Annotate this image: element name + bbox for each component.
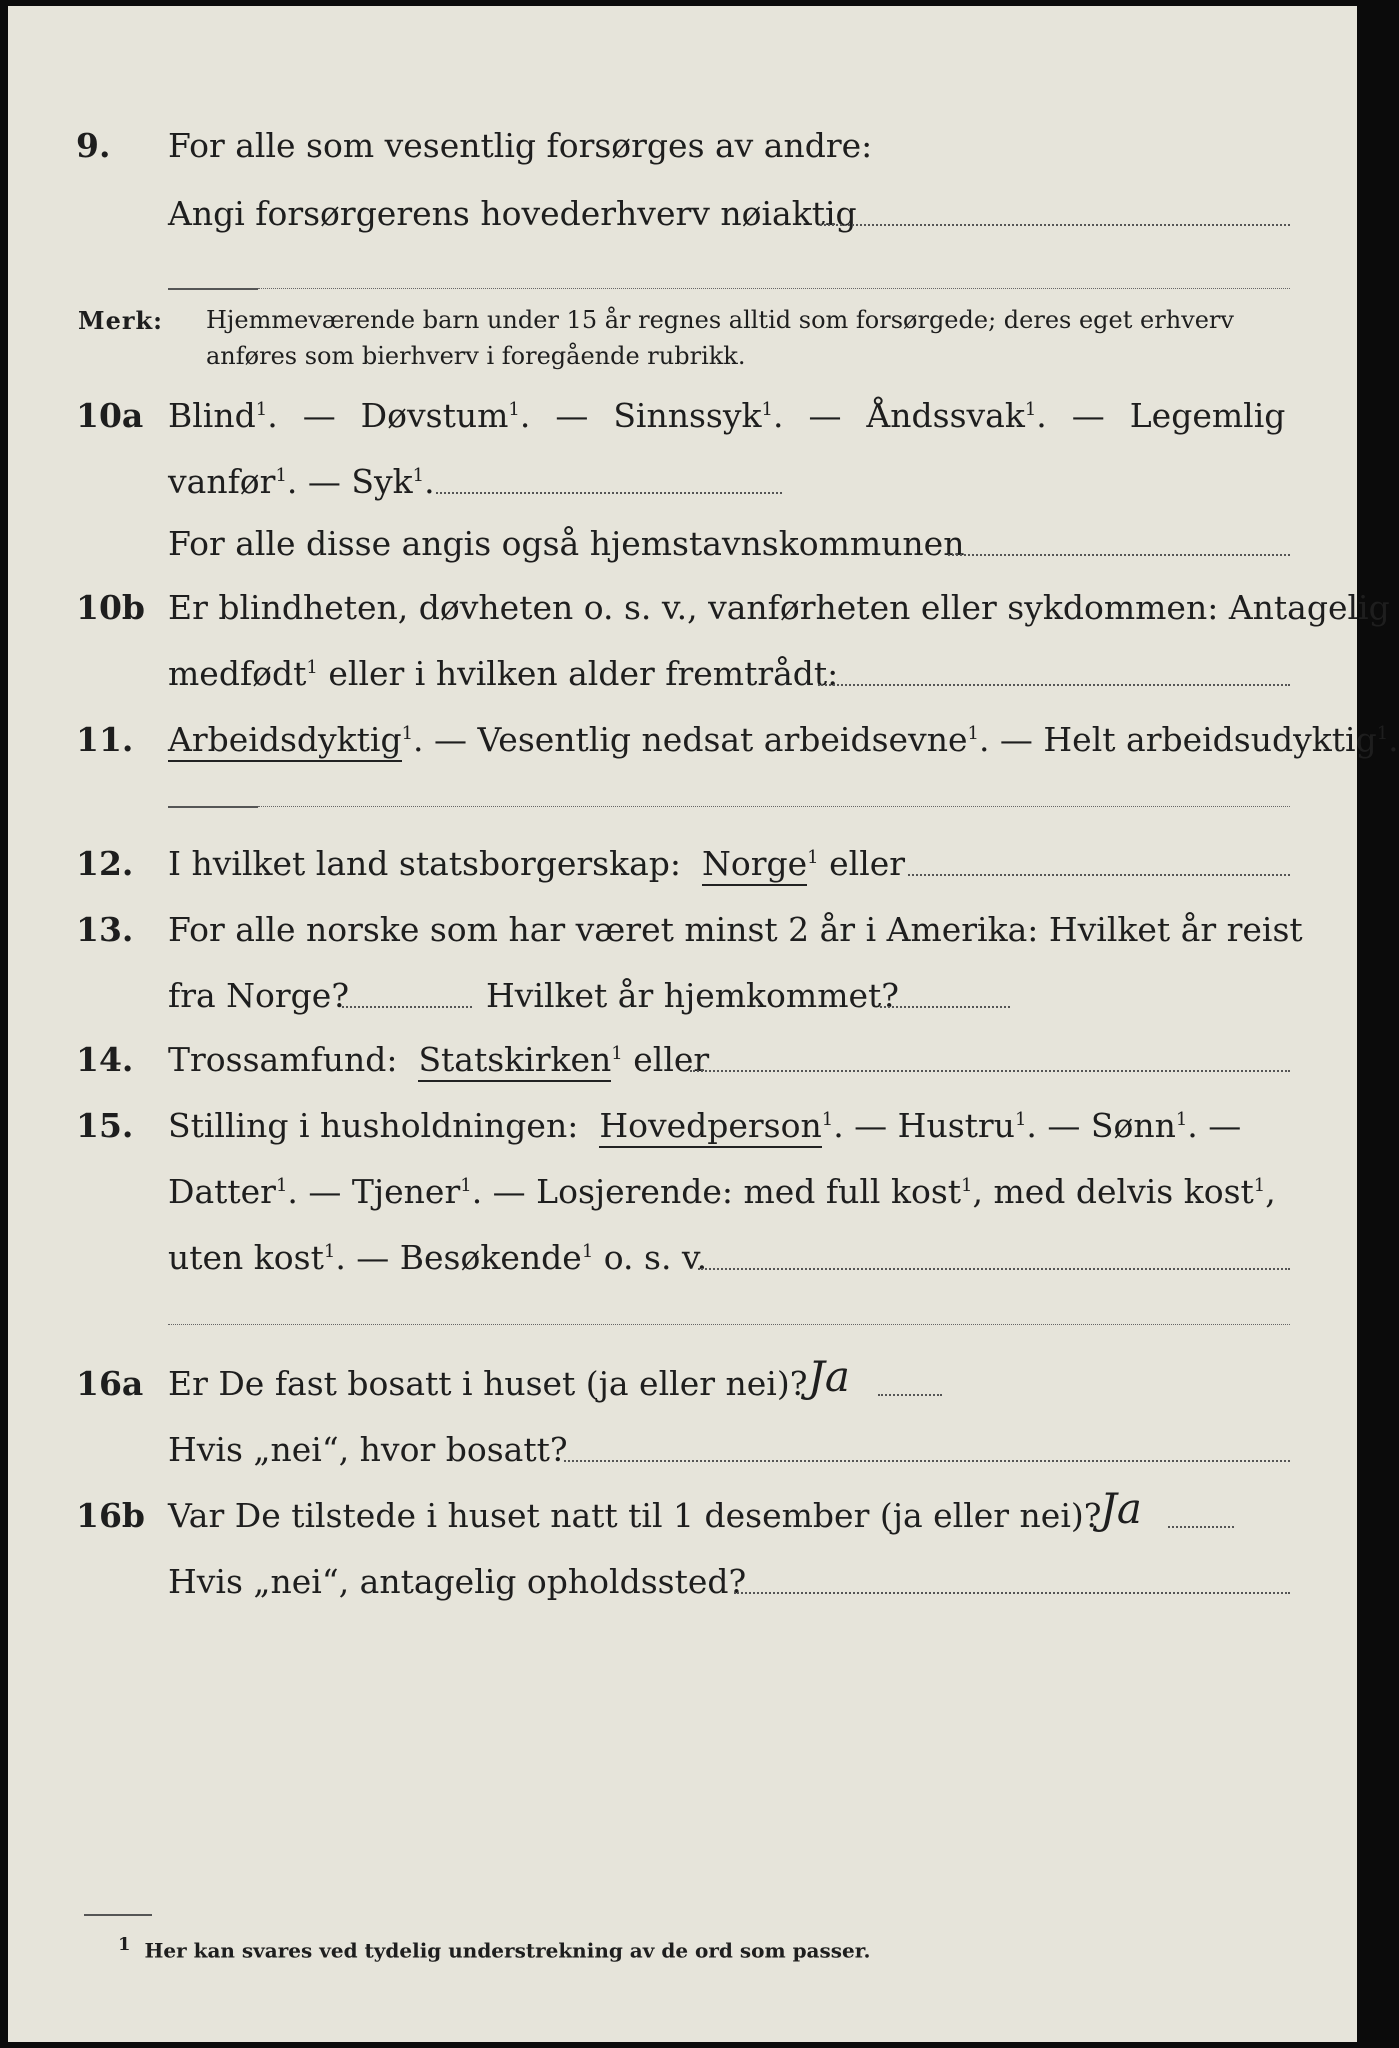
q9-line1: For alle som vesentlig forsørges av andre:: [168, 126, 873, 165]
q12-eller: eller: [829, 844, 906, 883]
q14-answer-field[interactable]: [690, 1070, 1290, 1072]
footnote-mark: 1: [1014, 1109, 1027, 1130]
q15-line2: [168, 1172, 1276, 1211]
q10b-line1: Er blindheten, døvheten o. s. v., vanførheten eller sykdommen: Antagelig: [168, 588, 1390, 627]
option-tjener: . — Tjener: [287, 1172, 461, 1211]
q15-line1: [168, 1106, 1241, 1145]
merk-line2: anføres som bierhverv i foregående rubrikk.: [206, 342, 746, 370]
merk-label: Merk:: [78, 306, 163, 335]
reist-year-field[interactable]: [342, 1006, 472, 1008]
footnote-mark: 1: [611, 1043, 623, 1064]
option-hustru: . — Hustru: [833, 1106, 1015, 1145]
footnote-mark: 1: [761, 399, 773, 420]
opholdssted-field[interactable]: [734, 1592, 1290, 1594]
q16a-line1: Er De fast bosatt i huset (ja eller nei)?: [168, 1364, 808, 1403]
q16b-number: 16b: [76, 1496, 145, 1535]
q13-fra-norge: fra Norge?: [168, 976, 350, 1015]
merk-line1: Hjemmeværende barn under 15 år regnes alltid som forsørgede; deres eget erhverv: [206, 306, 1234, 334]
option-delvis-kost: , med delvis kost: [972, 1172, 1254, 1211]
punctuation: .: [286, 462, 298, 501]
punctuation: .: [1388, 720, 1399, 759]
divider: [168, 806, 258, 808]
divider: [258, 288, 1290, 289]
option-helt: . — Helt arbeidsudyktig: [978, 720, 1377, 759]
q13-hjemkommet: Hvilket år hjemkommet?: [486, 976, 899, 1015]
punctuation: .: [772, 396, 784, 435]
footnote: [118, 1934, 870, 1963]
footnote-mark: 1: [961, 1175, 973, 1196]
q10a-line2: [168, 462, 435, 501]
option-andssvak: Åndssvak: [866, 396, 1025, 435]
option-norge: Norge: [702, 844, 807, 886]
footnote-mark: 1: [581, 1241, 594, 1262]
q15-line3: [168, 1238, 707, 1277]
option-vanfor: vanfør: [168, 462, 276, 501]
option-arbeidsdyktig: Arbeidsdyktig: [168, 720, 402, 762]
option-syk: Syk: [351, 462, 413, 501]
footnote-mark: 1: [821, 1109, 834, 1130]
footnote-mark: 1: [1376, 723, 1389, 744]
separator: —: [1071, 396, 1105, 435]
separator: . —: [1187, 1106, 1242, 1145]
q13-line1: For alle norske som har været minst 2 år i Amerika: Hvilket år reist: [168, 910, 1303, 949]
separator: —: [302, 396, 336, 435]
q9-answer-field[interactable]: [820, 224, 1290, 226]
q10b-line2: [168, 654, 838, 693]
footnote-mark: 1: [1175, 1109, 1188, 1130]
q15-osv: o. s. v.: [593, 1238, 708, 1277]
footnote-mark: 1: [275, 1175, 288, 1196]
q10a-answer-field[interactable]: [436, 492, 782, 494]
option-sonn: . — Sønn: [1026, 1106, 1176, 1145]
punctuation: .: [267, 396, 278, 435]
separator: —: [808, 396, 842, 435]
q16b-line1: Var De tilstede i huset natt til 1 desember (ja eller nei)?: [168, 1496, 1102, 1535]
footnote-mark: 1: [401, 723, 414, 744]
separator: —: [307, 462, 341, 501]
option-uten-kost: uten kost: [168, 1238, 324, 1277]
q15-text: Stilling i husholdningen:: [168, 1106, 579, 1145]
footnote-mark: 1: [807, 847, 819, 868]
option-statskirken: Statskirken: [418, 1040, 611, 1082]
q10a-line3: For alle disse angis også hjemstavnskommunen: [168, 524, 965, 563]
q15-number: 15.: [76, 1106, 134, 1145]
q16b-line2: Hvis „nei“, antagelig opholdssted?: [168, 1562, 747, 1601]
footnote-mark: 1: [1253, 1175, 1266, 1196]
footnote-mark: 1: [460, 1175, 472, 1196]
option-full-kost: . — Losjerende: med full kost: [471, 1172, 962, 1211]
option-datter: Datter: [168, 1172, 276, 1211]
q16a-line2: Hvis „nei“, hvor bosatt?: [168, 1430, 568, 1469]
footnote-mark: 1: [275, 465, 287, 486]
divider: [168, 1324, 1290, 1325]
punctuation: .: [424, 462, 435, 501]
footnote-mark: 1: [323, 1241, 336, 1262]
q10b-number: 10b: [76, 588, 145, 627]
q15-answer-field[interactable]: [698, 1268, 1290, 1270]
option-vesentlig: . — Vesentlig nedsat arbeidsevne: [413, 720, 968, 759]
footnote-mark: 1: [508, 399, 520, 420]
divider: [258, 806, 1290, 807]
footnote-mark: 1: [118, 1934, 131, 1955]
option-blind: Blind: [168, 396, 256, 435]
q14-eller: eller: [633, 1040, 710, 1079]
q16a-number: 16a: [76, 1364, 144, 1403]
q10a-number: 10a: [76, 396, 144, 435]
q14-number: 14.: [76, 1040, 134, 1079]
q10b-rest: eller i hvilken alder fremtrådt:: [328, 654, 839, 693]
hjemkommet-year-field[interactable]: [880, 1006, 1010, 1008]
option-hovedperson: Hovedperson: [599, 1106, 821, 1148]
q14-line: [168, 1040, 709, 1079]
q10b-answer-field[interactable]: [818, 684, 1290, 686]
footnote-mark: 1: [967, 723, 979, 744]
q14-text: Trossamfund:: [168, 1040, 398, 1079]
footnote-mark: 1: [255, 399, 268, 420]
q11-number: 11.: [76, 720, 134, 759]
option-sinnssyk: Sinnssyk: [613, 396, 762, 435]
q12-line: [168, 844, 905, 883]
divider: [168, 288, 258, 290]
footnote-rule: [84, 1914, 152, 1916]
punctuation: .: [1036, 396, 1047, 435]
q13-number: 13.: [76, 910, 134, 949]
q12-text: I hvilket land statsborgerskap:: [168, 844, 682, 883]
footnote-mark: 1: [1024, 399, 1037, 420]
footnote-mark: 1: [412, 465, 425, 486]
footnote-mark: 1: [306, 657, 318, 678]
q16a-answer-field[interactable]: [878, 1394, 942, 1396]
q16b-answer: Ja: [1100, 1484, 1142, 1533]
separator: —: [555, 396, 589, 435]
punctuation: ,: [1265, 1172, 1276, 1211]
footnote-text: Her kan svares ved tydelig understrekning av de ord som passer.: [144, 1938, 871, 1963]
merk-note: [206, 302, 1306, 374]
punctuation: .: [519, 396, 531, 435]
option-dovstum: Døvstum: [360, 396, 509, 435]
q16a-answer: Ja: [808, 1352, 850, 1401]
option-medfodt: medfødt: [168, 654, 307, 693]
q12-answer-field[interactable]: [908, 874, 1290, 876]
q9-line2: Angi forsørgerens hovederhverv nøiaktig: [168, 194, 857, 233]
q11-line: [168, 720, 1399, 759]
q9-number: 9.: [76, 126, 111, 165]
census-form-page: [8, 6, 1399, 2042]
hjemstavn-field[interactable]: [948, 554, 1290, 556]
q12-number: 12.: [76, 844, 134, 883]
bosatt-field[interactable]: [564, 1460, 1290, 1462]
option-legemlig: Legemlig: [1129, 396, 1286, 435]
q10a-line1: [168, 396, 1285, 435]
q16b-answer-field[interactable]: [1168, 1526, 1234, 1528]
option-besokende: . — Besøkende: [335, 1238, 582, 1277]
